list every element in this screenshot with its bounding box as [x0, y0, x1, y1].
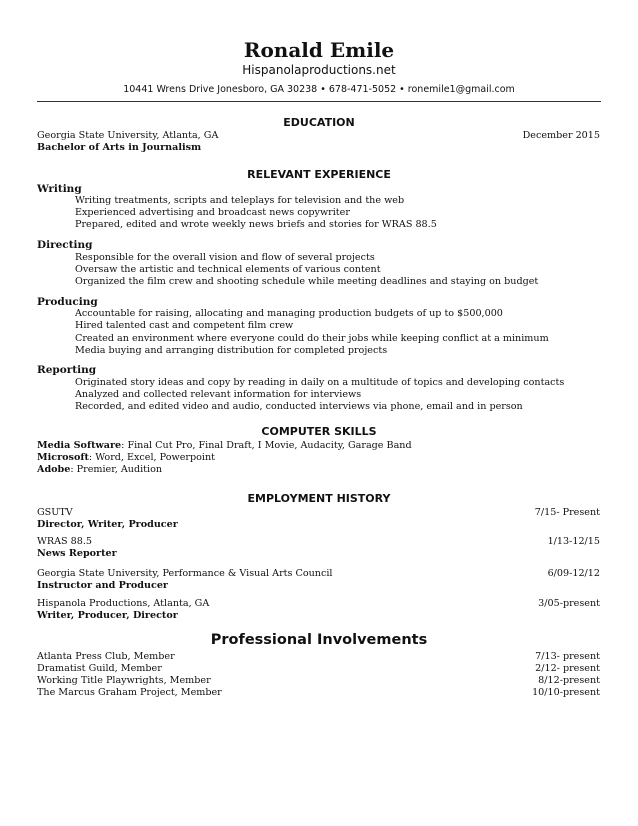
- job-row: [37, 536, 600, 548]
- list-item: Writing treatments, scripts and teleplays for television and the web: [75, 195, 405, 206]
- list-item: Prepared, edited and wrote weekly news briefs and stories for WRAS 88.5: [75, 219, 437, 230]
- contact-line: 10441 Wrens Drive Jonesboro, GA 30238 • 678-471-5052 • ronemile1@gmail.com: [123, 84, 515, 95]
- list-item: Accountable for raising, allocating and managing production budgets of up to $500,000: [75, 308, 503, 319]
- list-item: Hired talented cast and competent film crew: [75, 320, 294, 331]
- job-title-row: [37, 580, 600, 592]
- category-reporting: Reporting: [37, 364, 97, 376]
- education-degree-row: [37, 142, 600, 154]
- job-title: Instructor and Producer: [37, 580, 168, 591]
- list-item: Oversaw the artistic and technical elements of various content: [75, 264, 381, 275]
- skill-row: [37, 464, 600, 476]
- job-org: WRAS 88.5: [37, 536, 92, 547]
- resume-name: Ronald Emile: [243, 38, 395, 62]
- skill-value: : Final Cut Pro, Final Draft, I Movie, Audacity, Garage Band: [121, 440, 412, 451]
- involvements-heading: Professional Involvements: [210, 632, 428, 648]
- involvement-row: [37, 651, 600, 663]
- job-org: Hispanola Productions, Atlanta, GA: [37, 598, 210, 609]
- involvement-row: [37, 687, 600, 699]
- job-row: [37, 598, 600, 610]
- skills-heading: COMPUTER SKILLS: [261, 425, 377, 438]
- education-degree: Bachelor of Arts in Journalism: [37, 142, 202, 153]
- job-row: [37, 507, 600, 519]
- skill-row: [37, 452, 600, 464]
- job-title: News Reporter: [37, 548, 117, 559]
- category-producing: Producing: [37, 296, 98, 308]
- category-directing: Directing: [37, 239, 93, 251]
- job-title-row: [37, 548, 600, 560]
- job-date: 3/05-present: [538, 598, 600, 609]
- skill-value: : Word, Excel, Powerpoint: [88, 452, 215, 463]
- involvement-date: 7/13- present: [535, 651, 600, 662]
- website-link[interactable]: Hispanolaproductions.net: [242, 63, 396, 77]
- involvement-org: Working Title Playwrights, Member: [37, 675, 211, 686]
- job-row: [37, 568, 600, 580]
- job-date: 7/15- Present: [534, 507, 600, 518]
- employment-heading: EMPLOYMENT HISTORY: [247, 492, 391, 505]
- involvement-org: Atlanta Press Club, Member: [37, 651, 175, 662]
- skill-label: Media Software: [37, 440, 122, 451]
- involvement-row: [37, 663, 600, 675]
- involvement-row: [37, 675, 600, 687]
- skill-label: Adobe: [37, 464, 71, 475]
- list-item: Experienced advertising and broadcast news copywriter: [75, 207, 350, 218]
- skill-value: : Premier, Audition: [70, 464, 163, 475]
- involvement-date: 8/12-present: [538, 675, 600, 686]
- skill-row: [37, 440, 600, 452]
- list-item: Responsible for the overall vision and flow of several projects: [75, 252, 375, 263]
- header-divider: [37, 101, 601, 102]
- skill-label: Microsoft: [37, 452, 89, 463]
- education-school: Georgia State University, Atlanta, GA: [37, 130, 219, 141]
- education-row: [37, 130, 600, 142]
- experience-heading: RELEVANT EXPERIENCE: [247, 168, 391, 181]
- job-org: GSUTV: [37, 507, 73, 518]
- job-title-row: [37, 519, 600, 531]
- list-item: Recorded, and edited video and audio, conducted interviews via phone, email and in person: [75, 401, 523, 412]
- category-writing: Writing: [37, 183, 82, 195]
- education-date: December 2015: [522, 130, 600, 141]
- involvement-org: Dramatist Guild, Member: [37, 663, 162, 674]
- job-title: Director, Writer, Producer: [37, 519, 178, 530]
- job-org: Georgia State University, Performance & Visual Arts Council: [37, 568, 333, 579]
- list-item: Created an environment where everyone could do their jobs while keeping conflict at a minimum: [75, 333, 549, 344]
- involvement-org: The Marcus Graham Project, Member: [37, 687, 222, 698]
- involvement-date: 2/12- present: [535, 663, 600, 674]
- job-title-row: [37, 610, 600, 622]
- job-date: 6/09-12/12: [547, 568, 600, 579]
- job-date: 1/13-12/15: [547, 536, 600, 547]
- list-item: Analyzed and collected relevant information for interviews: [75, 389, 362, 400]
- list-item: Organized the film crew and shooting schedule while meeting deadlines and staying on budget: [75, 276, 539, 287]
- list-item: Originated story ideas and copy by reading in daily on a multitude of topics and developing contacts: [75, 377, 565, 388]
- involvement-date: 10/10-present: [532, 687, 600, 698]
- education-heading: EDUCATION: [283, 116, 355, 129]
- job-title: Writer, Producer, Director: [37, 610, 178, 621]
- list-item: Media buying and arranging distribution for completed projects: [75, 345, 388, 356]
